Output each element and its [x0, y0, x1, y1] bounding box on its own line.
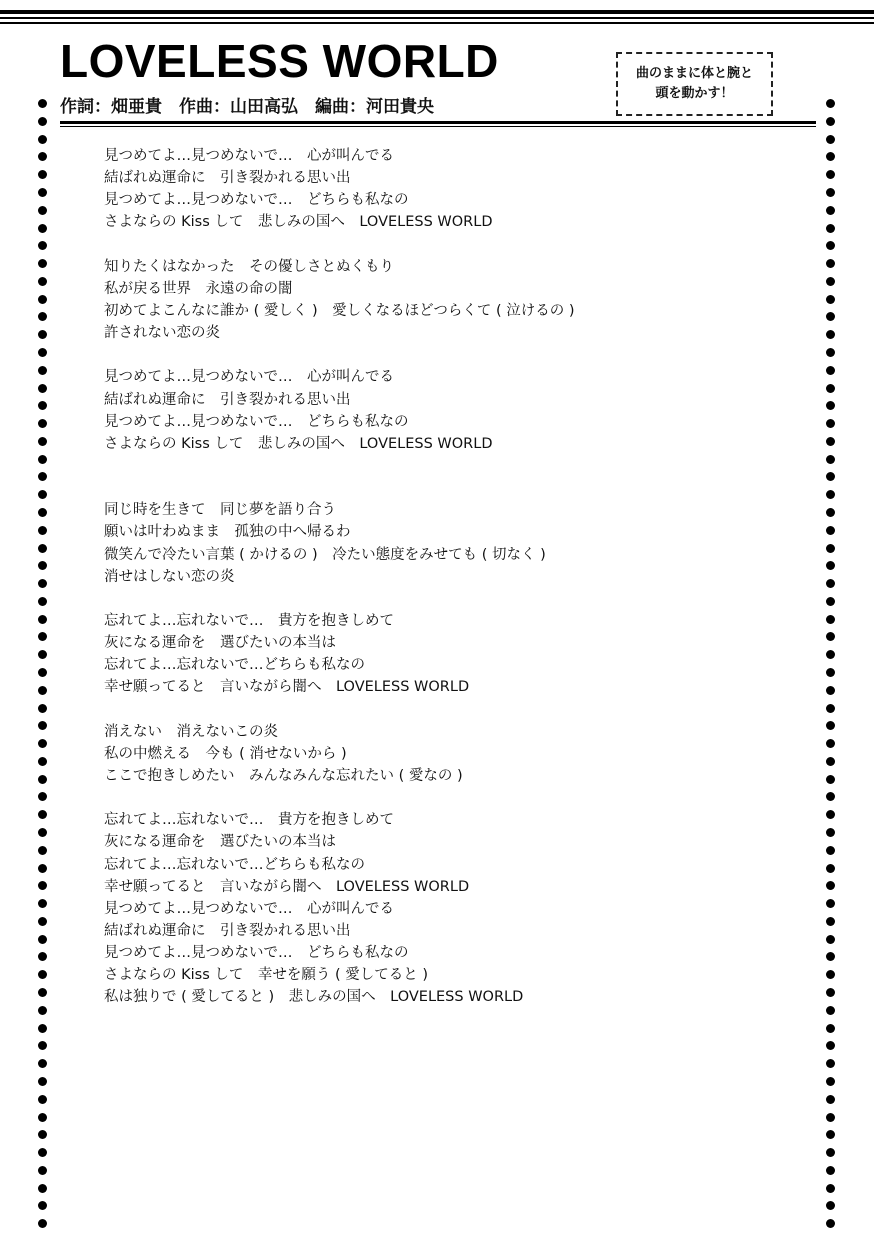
border-dot: [826, 1130, 835, 1139]
border-dot: [38, 490, 47, 499]
border-dot: [826, 259, 835, 268]
border-dot: [826, 437, 835, 446]
border-dot: [38, 1077, 47, 1086]
lyric-line: 見つめてよ…見つめないで… 心が叫んでる: [104, 369, 394, 386]
instruction-note-line: 頭を動かす！: [655, 86, 734, 101]
lyric-line: 幸せ願ってると 言いながら闇へ LOVELESS WORLD: [104, 679, 470, 696]
lyric-line: 同じ時を生きて 同じ夢を語り合う: [104, 502, 336, 519]
border-dot: [38, 1166, 47, 1175]
border-dot: [826, 472, 835, 481]
border-dot: [38, 384, 47, 393]
lyric-line: 見つめてよ…見つめないで… 心が叫んでる: [104, 148, 394, 164]
lyric-stanza: [104, 809, 804, 1008]
border-dot: [826, 1024, 835, 1033]
left-dotted-border: [38, 96, 50, 1236]
border-dot: [826, 295, 835, 304]
border-dot: [38, 846, 47, 855]
border-dot: [38, 401, 47, 410]
border-dot: [826, 401, 835, 410]
border-dot: [826, 170, 835, 179]
border-dot: [38, 312, 47, 321]
top-rule-thick: [0, 10, 874, 14]
instruction-note-box: [616, 52, 773, 116]
border-dot: [38, 899, 47, 908]
border-dot: [38, 917, 47, 926]
lyric-stanza: [104, 256, 804, 345]
border-dot: [38, 472, 47, 481]
lyric-line: 結ばれぬ運命に 引き裂かれる思い出: [104, 170, 351, 187]
lyric-line: 初めてよこんなに誰か ( 愛しく ) 愛しくなるほどつらくて ( 泣けるの ): [104, 302, 575, 319]
border-dot: [826, 117, 835, 126]
border-dot: [38, 952, 47, 961]
border-dot: [38, 597, 47, 606]
border-dot: [826, 739, 835, 748]
border-dot: [38, 775, 47, 784]
border-dot: [38, 632, 47, 641]
border-dot: [38, 188, 47, 197]
border-dot: [826, 792, 835, 801]
lyric-line: 忘れてよ…忘れないで…どちらも私なの: [104, 856, 365, 873]
border-dot: [38, 508, 47, 517]
border-dot: [826, 1006, 835, 1015]
border-dot: [826, 881, 835, 890]
border-dot: [826, 632, 835, 641]
lyric-line: さよならの Kiss して 幸せを願う ( 愛してると ): [104, 967, 429, 984]
border-dot: [38, 828, 47, 837]
border-dot: [38, 348, 47, 357]
border-dot: [826, 188, 835, 197]
lyric-line: 私は独りで ( 愛してると ) 悲しみの国へ LOVELESS WORLD: [104, 989, 524, 1006]
border-dot: [38, 152, 47, 161]
border-dot: [38, 721, 47, 730]
border-dot: [826, 277, 835, 286]
border-dot: [38, 668, 47, 677]
border-dot: [38, 881, 47, 890]
border-dot: [826, 650, 835, 659]
lyric-line: 見つめてよ…見つめないで… どちらも私なの: [104, 413, 409, 430]
border-dot: [38, 1219, 47, 1228]
border-dot: [38, 792, 47, 801]
lyric-line: さよならの Kiss して 悲しみの国へ LOVELESS WORLD: [104, 435, 493, 452]
lyric-stanza: [104, 145, 804, 234]
lyric-line: 消えない 消えないこの炎: [104, 723, 278, 740]
border-dot: [826, 704, 835, 713]
lyric-line: 忘れてよ…忘れないで… 貴方を抱きしめて: [104, 612, 394, 629]
border-dot: [826, 597, 835, 606]
border-dot: [826, 455, 835, 464]
border-dot: [826, 1184, 835, 1193]
lyric-line: 灰になる運命を 選びたいの本当は: [104, 834, 336, 851]
lyric-line: ここで抱きしめたい みんなみんな忘れたい ( 愛なの ): [104, 767, 463, 784]
border-dot: [826, 1219, 835, 1228]
border-dot: [826, 970, 835, 979]
border-dot: [826, 99, 835, 108]
border-dot: [826, 508, 835, 517]
lyric-line: 結ばれぬ運命に 引き裂かれる思い出: [104, 391, 351, 408]
border-dot: [826, 952, 835, 961]
border-dot: [826, 757, 835, 766]
border-dot: [826, 1148, 835, 1157]
border-dot: [826, 330, 835, 339]
border-dot: [826, 348, 835, 357]
border-dot: [826, 810, 835, 819]
border-dot: [38, 935, 47, 944]
border-dot: [38, 864, 47, 873]
stanza-gap: [104, 455, 804, 499]
top-rule-thin-1: [0, 17, 874, 19]
lyric-line: 私が戻る世界 永遠の命の闇: [104, 280, 293, 297]
border-dot: [826, 384, 835, 393]
border-dot: [38, 544, 47, 553]
border-dot: [826, 917, 835, 926]
lyric-stanza: [104, 610, 804, 699]
border-dot: [38, 330, 47, 339]
stanza-gap: [104, 787, 804, 809]
border-dot: [826, 615, 835, 624]
lyric-line: さよならの Kiss して 悲しみの国へ LOVELESS WORLD: [104, 214, 493, 231]
border-dot: [38, 810, 47, 819]
border-dot: [826, 579, 835, 588]
border-dot: [826, 1041, 835, 1050]
border-dot: [826, 312, 835, 321]
border-dot: [826, 899, 835, 908]
lyric-stanza: [104, 499, 804, 588]
border-dot: [38, 757, 47, 766]
instruction-note-line: 曲のままに体と腕と: [635, 66, 753, 81]
border-dot: [38, 99, 47, 108]
border-dot: [38, 526, 47, 535]
border-dot: [38, 170, 47, 179]
border-dot: [38, 615, 47, 624]
border-dot: [826, 1077, 835, 1086]
border-dot: [826, 366, 835, 375]
border-dot: [38, 1095, 47, 1104]
lyric-line: 幸せ願ってると 言いながら闇へ LOVELESS WORLD: [104, 878, 470, 895]
lyric-line: 灰になる運命を 選びたいの本当は: [104, 635, 336, 652]
top-rule-thin-2: [0, 22, 874, 24]
border-dot: [826, 935, 835, 944]
border-dot: [38, 1059, 47, 1068]
border-dot: [826, 668, 835, 677]
lyric-line: 微笑んで冷たい言葉 ( かけるの ) 冷たい態度をみせても ( 切なく ): [104, 546, 546, 563]
border-dot: [826, 721, 835, 730]
border-dot: [38, 650, 47, 659]
lyric-line: 知りたくはなかった その優しさとぬくもり: [104, 258, 394, 275]
lyric-line: 見つめてよ…見つめないで… どちらも私なの: [104, 192, 409, 209]
border-dot: [826, 1095, 835, 1104]
lyric-line: 私の中燃える 今も ( 消せないから ): [104, 745, 347, 762]
border-dot: [38, 455, 47, 464]
border-dot: [38, 259, 47, 268]
border-dot: [826, 206, 835, 215]
border-dot: [826, 561, 835, 570]
lyric-line: 許されない恋の炎: [104, 325, 220, 342]
border-dot: [38, 988, 47, 997]
border-dot: [826, 864, 835, 873]
stanza-gap: [104, 234, 804, 256]
border-dot: [826, 544, 835, 553]
border-dot: [826, 241, 835, 250]
border-dot: [38, 117, 47, 126]
border-dot: [826, 988, 835, 997]
border-dot: [38, 1148, 47, 1157]
border-dot: [38, 419, 47, 428]
lyric-line: 見つめてよ…見つめないで… どちらも私なの: [104, 945, 409, 962]
border-dot: [826, 1201, 835, 1210]
border-dot: [38, 739, 47, 748]
border-dot: [38, 970, 47, 979]
header-rule-thick: [60, 121, 816, 124]
song-title: LOVELESS WORLD: [60, 35, 499, 87]
border-dot: [38, 206, 47, 215]
border-dot: [38, 1184, 47, 1193]
border-dot: [38, 579, 47, 588]
lyric-line: 見つめてよ…見つめないで… 心が叫んでる: [104, 900, 394, 917]
lyric-line: 消せはしない恋の炎: [104, 568, 235, 585]
border-dot: [826, 775, 835, 784]
border-dot: [38, 1024, 47, 1033]
stanza-gap: [104, 588, 804, 610]
border-dot: [38, 1006, 47, 1015]
lyric-stanza: [104, 366, 804, 455]
lyric-line: 結ばれぬ運命に 引き裂かれる思い出: [104, 922, 351, 939]
right-dotted-border: [826, 96, 838, 1236]
border-dot: [38, 277, 47, 286]
header-rule-thin: [60, 126, 816, 127]
border-dot: [826, 152, 835, 161]
border-dot: [38, 437, 47, 446]
border-dot: [826, 135, 835, 144]
border-dot: [38, 704, 47, 713]
lyric-line: 忘れてよ…忘れないで…どちらも私なの: [104, 657, 365, 674]
border-dot: [826, 1113, 835, 1122]
stanza-gap: [104, 344, 804, 366]
border-dot: [38, 1113, 47, 1122]
border-dot: [38, 1041, 47, 1050]
border-dot: [826, 224, 835, 233]
border-dot: [826, 419, 835, 428]
border-dot: [826, 1166, 835, 1175]
lyric-line: 忘れてよ…忘れないで… 貴方を抱きしめて: [104, 812, 394, 829]
song-credits: 作詞：畑亜貴 作曲：山田高弘 編曲：河田貴央: [60, 97, 434, 117]
border-dot: [38, 686, 47, 695]
border-dot: [38, 295, 47, 304]
border-dot: [826, 1059, 835, 1068]
border-dot: [38, 241, 47, 250]
border-dot: [38, 1201, 47, 1210]
lyrics-body: [104, 145, 804, 1009]
border-dot: [826, 828, 835, 837]
border-dot: [826, 490, 835, 499]
border-dot: [38, 366, 47, 375]
border-dot: [826, 846, 835, 855]
border-dot: [38, 224, 47, 233]
stanza-gap: [104, 699, 804, 721]
lyric-stanza: [104, 721, 804, 787]
border-dot: [826, 526, 835, 535]
lyric-line: 願いは叶わぬまま 孤独の中へ帰るわ: [104, 524, 351, 541]
border-dot: [38, 561, 47, 570]
border-dot: [38, 1130, 47, 1139]
border-dot: [38, 135, 47, 144]
border-dot: [826, 686, 835, 695]
